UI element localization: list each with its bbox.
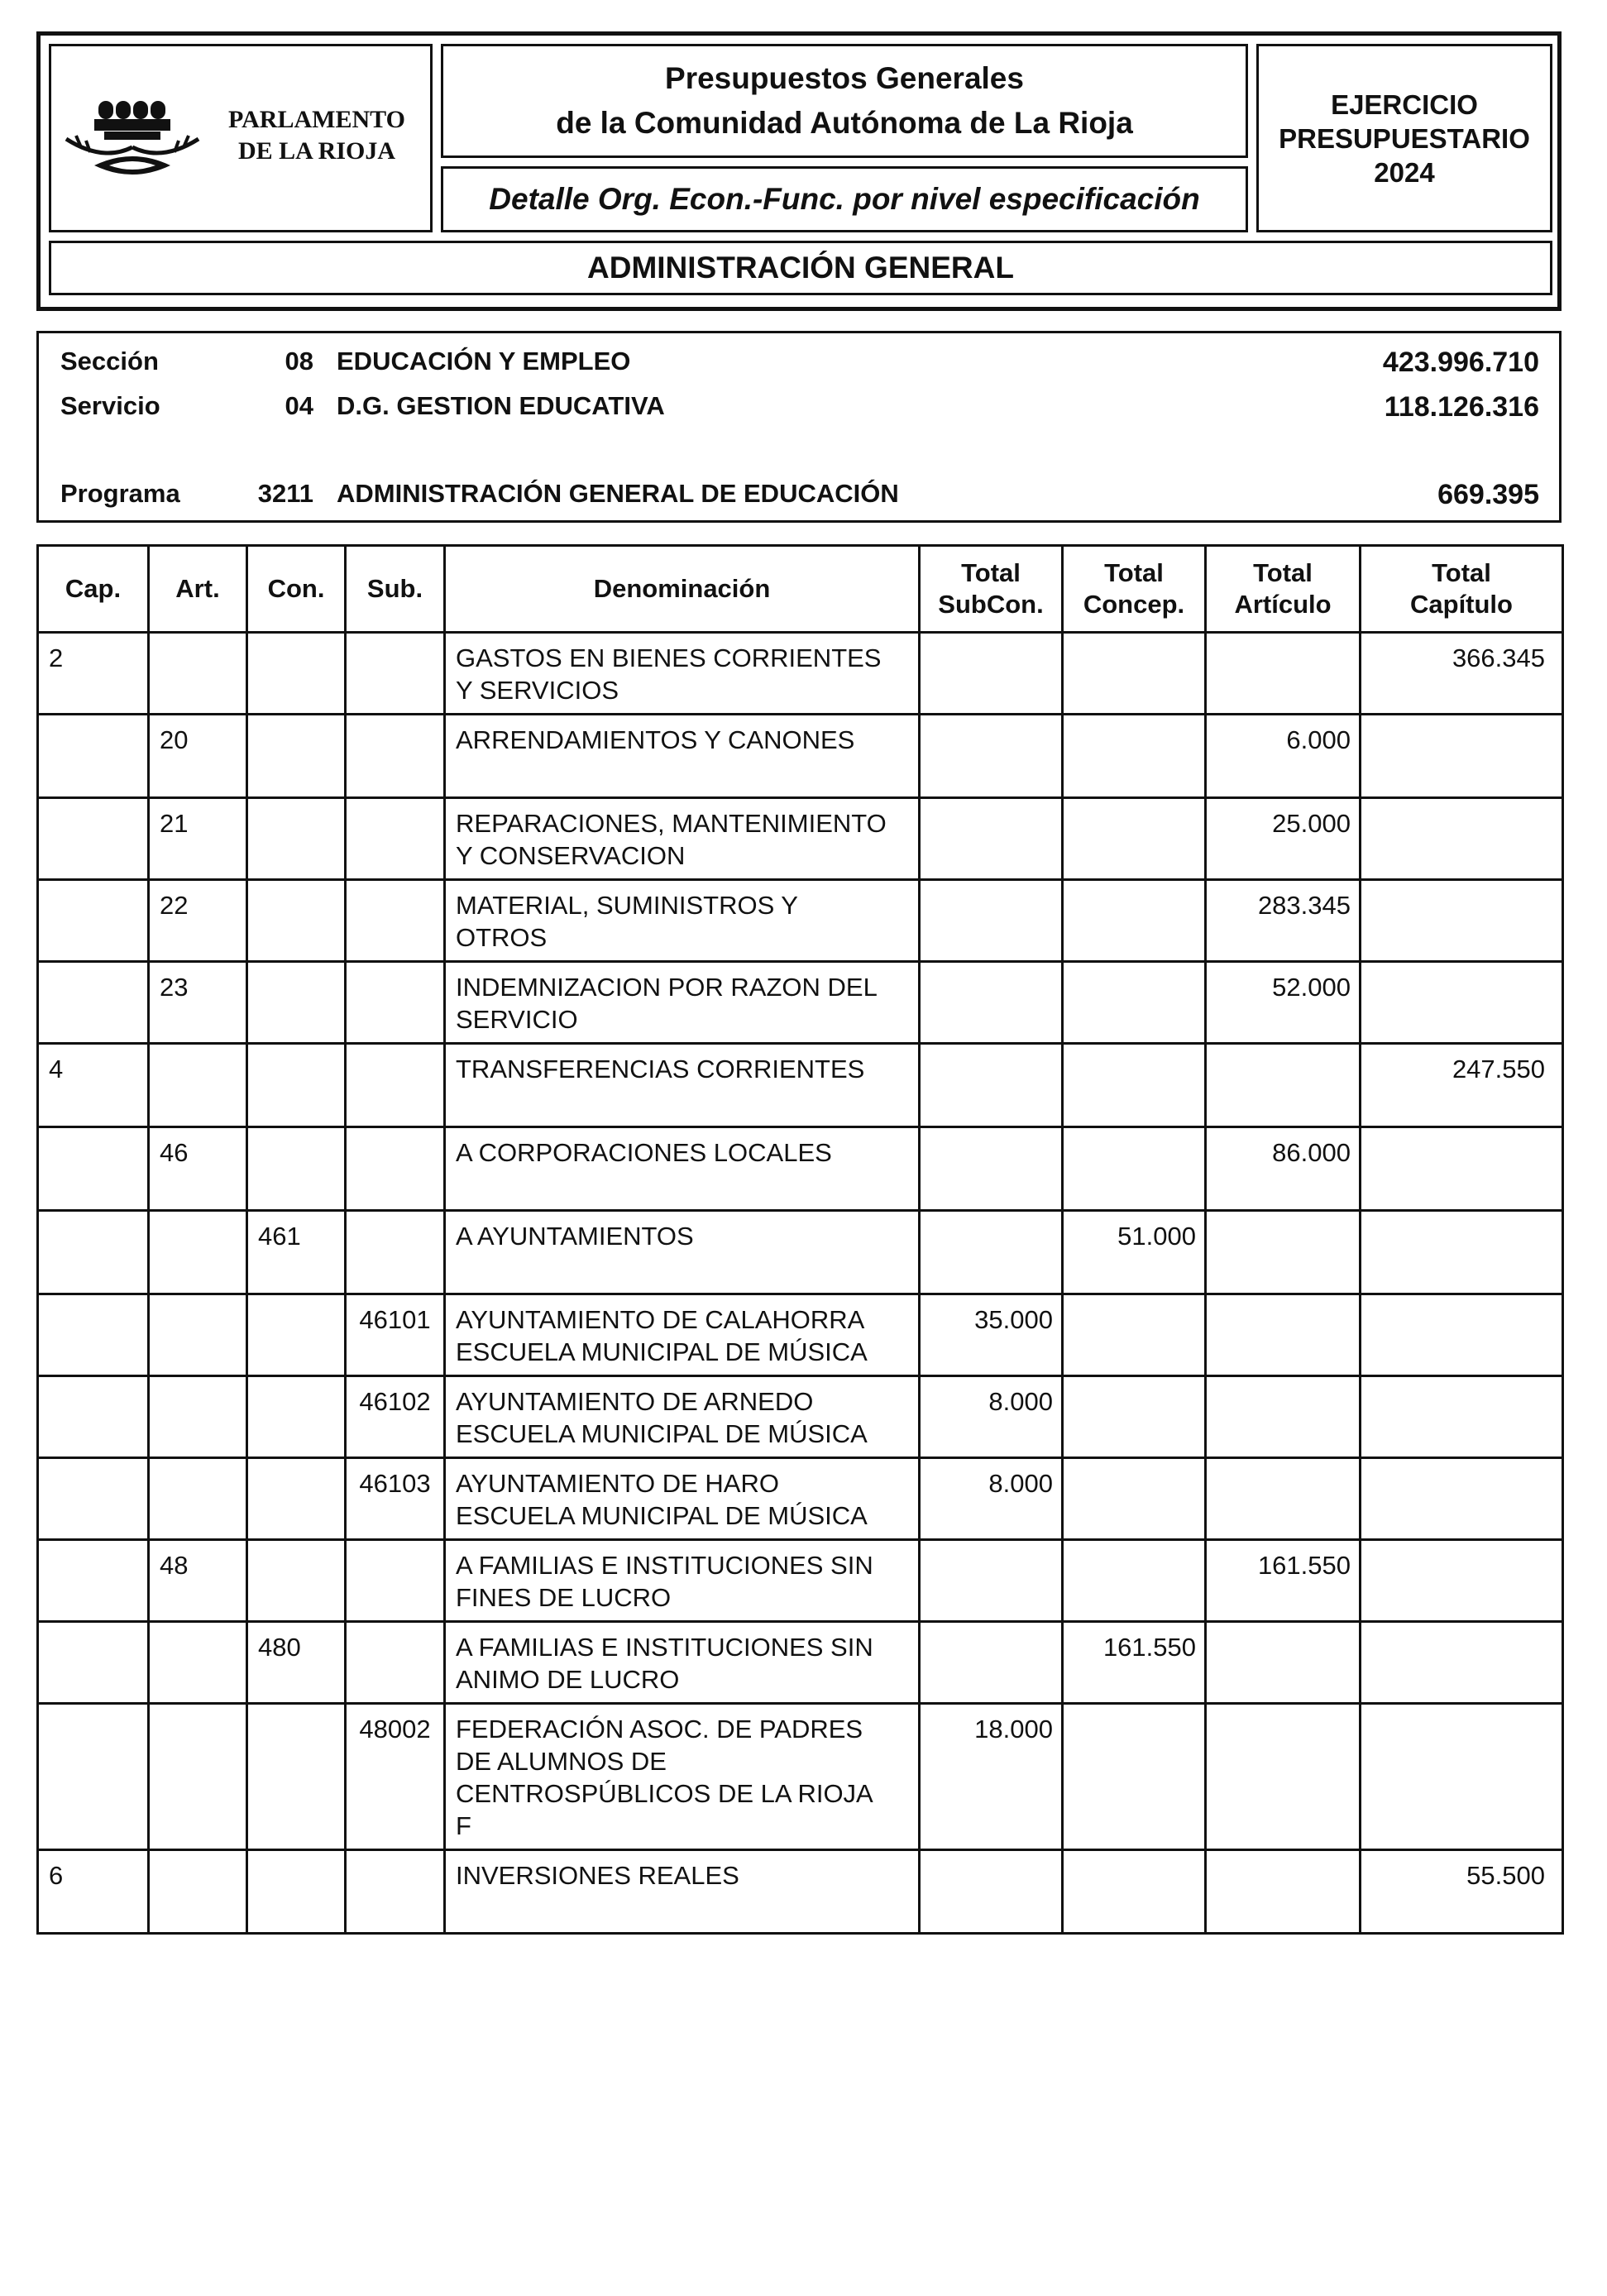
- cell-total-capitulo: [1361, 880, 1563, 962]
- cell-con: [247, 1294, 346, 1376]
- denominacion-line: MATERIAL, SUMINISTROS Y: [456, 891, 798, 920]
- cell-cap: [38, 1376, 149, 1458]
- cell-sub: [346, 1850, 445, 1934]
- denominacion-line: ESCUELA MUNICIPAL DE MÚSICA: [456, 1419, 868, 1448]
- cell-total-articulo: 6.000: [1206, 715, 1361, 798]
- cell-art: [149, 1294, 247, 1376]
- denominacion-line: Y CONSERVACION: [456, 841, 686, 870]
- cell-total-subcon: 8.000: [920, 1458, 1063, 1540]
- budget-table: [36, 544, 1564, 1935]
- denominacion-line: TRANSFERENCIAS CORRIENTES: [456, 1055, 865, 1083]
- cell-total-capitulo: [1361, 1458, 1563, 1540]
- budget-table-body: [38, 633, 1563, 1934]
- cell-con: [247, 1376, 346, 1458]
- cell-total-concep: [1063, 1540, 1206, 1622]
- cell-denominacion: [445, 715, 920, 798]
- col-header-total-articulo: [1206, 546, 1361, 633]
- programa-amount: 669.395: [1437, 479, 1539, 510]
- servicio-row: [39, 391, 1559, 424]
- cell-cap: [38, 1622, 149, 1704]
- denominacion-line: REPARACIONES, MANTENIMIENTO: [456, 809, 887, 838]
- denominacion-line: Y SERVICIOS: [456, 676, 619, 705]
- cell-con: [247, 633, 346, 715]
- servicio-name: D.G. GESTION EDUCATIVA: [337, 391, 665, 420]
- document-subtitle: Detalle Org. Econ.-Func. por nivel especificación: [441, 166, 1248, 232]
- cell-art: 46: [149, 1127, 247, 1211]
- cell-total-subcon: 18.000: [920, 1704, 1063, 1850]
- cell-cap: [38, 798, 149, 880]
- title-line-2: de la Comunidad Autónoma de La Rioja: [556, 106, 1133, 140]
- cell-con: [247, 1127, 346, 1211]
- cell-total-articulo: [1206, 1704, 1361, 1850]
- table-row: [38, 1211, 1563, 1294]
- table-row: [38, 1294, 1563, 1376]
- cell-total-articulo: 161.550: [1206, 1540, 1361, 1622]
- section-banner: ADMINISTRACIÓN GENERAL: [49, 241, 1552, 295]
- cell-total-concep: [1063, 962, 1206, 1044]
- cell-sub: [346, 715, 445, 798]
- cell-art: [149, 1458, 247, 1540]
- logo-box: [49, 44, 433, 232]
- cell-total-capitulo: [1361, 1376, 1563, 1458]
- cell-art: [149, 1850, 247, 1934]
- cell-cap: [38, 1704, 149, 1850]
- cell-total-capitulo: [1361, 1704, 1563, 1850]
- table-row: [38, 1540, 1563, 1622]
- cell-total-articulo: [1206, 1622, 1361, 1704]
- cell-art: [149, 1044, 247, 1127]
- cell-total-concep: [1063, 1127, 1206, 1211]
- cell-total-subcon: [920, 798, 1063, 880]
- cell-sub: 46103: [346, 1458, 445, 1540]
- cell-total-articulo: [1206, 1850, 1361, 1934]
- cell-denominacion: [445, 1458, 920, 1540]
- cell-total-articulo: 283.345: [1206, 880, 1361, 962]
- col-header-total-subcon-line2: SubCon.: [938, 590, 1044, 619]
- denominacion-line: A CORPORACIONES LOCALES: [456, 1138, 832, 1167]
- cell-total-capitulo: [1361, 1294, 1563, 1376]
- cell-art: [149, 1704, 247, 1850]
- cell-total-concep: 161.550: [1063, 1622, 1206, 1704]
- logo-text-line1: PARLAMENTO: [228, 106, 405, 133]
- col-header-total-subcon: [920, 546, 1063, 633]
- cell-denominacion: [445, 1211, 920, 1294]
- cell-con: 480: [247, 1622, 346, 1704]
- denominacion-line: A AYUNTAMIENTOS: [456, 1222, 694, 1251]
- cell-total-concep: [1063, 1458, 1206, 1540]
- cell-total-subcon: [920, 1127, 1063, 1211]
- cell-total-concep: [1063, 715, 1206, 798]
- table-row: [38, 880, 1563, 962]
- cell-total-concep: [1063, 880, 1206, 962]
- table-row: [38, 798, 1563, 880]
- fiscal-year-box: [1256, 44, 1552, 232]
- cell-sub: [346, 1127, 445, 1211]
- cell-sub: [346, 633, 445, 715]
- cell-con: [247, 1458, 346, 1540]
- cell-total-subcon: [920, 633, 1063, 715]
- col-header-total-concep-line1: Total: [1104, 558, 1164, 587]
- cell-denominacion: [445, 1376, 920, 1458]
- col-header-total-capitulo-line2: Capítulo: [1410, 590, 1513, 619]
- cell-total-articulo: [1206, 633, 1361, 715]
- cell-total-capitulo: [1361, 1127, 1563, 1211]
- table-row: [38, 962, 1563, 1044]
- denominacion-line: A FAMILIAS E INSTITUCIONES SIN: [456, 1551, 873, 1580]
- col-header-art: Art.: [149, 546, 247, 633]
- cell-cap: 6: [38, 1850, 149, 1934]
- table-row: [38, 633, 1563, 715]
- denominacion-line: FEDERACIÓN ASOC. DE PADRES: [456, 1715, 863, 1744]
- cell-total-articulo: 86.000: [1206, 1127, 1361, 1211]
- cell-con: [247, 880, 346, 962]
- cell-art: 22: [149, 880, 247, 962]
- logo-text-line2: DE LA RIOJA: [237, 137, 396, 165]
- cell-total-articulo: [1206, 1294, 1361, 1376]
- cell-total-articulo: 52.000: [1206, 962, 1361, 1044]
- cell-total-subcon: [920, 1540, 1063, 1622]
- cell-cap: [38, 1127, 149, 1211]
- cell-sub: 46101: [346, 1294, 445, 1376]
- cell-con: [247, 798, 346, 880]
- cell-total-concep: [1063, 1376, 1206, 1458]
- cell-total-concep: [1063, 798, 1206, 880]
- denominacion-line: SERVICIO: [456, 1005, 578, 1034]
- cell-total-capitulo: 55.500: [1361, 1850, 1563, 1934]
- cell-cap: [38, 1540, 149, 1622]
- cell-cap: [38, 715, 149, 798]
- logo-text: [213, 104, 421, 167]
- table-header-row: [38, 546, 1563, 633]
- denominacion-line: INVERSIONES REALES: [456, 1861, 739, 1890]
- cell-con: [247, 1850, 346, 1934]
- denominacion-line: FINES DE LUCRO: [456, 1583, 672, 1612]
- cell-total-articulo: [1206, 1458, 1361, 1540]
- cell-total-capitulo: [1361, 1622, 1563, 1704]
- cell-total-concep: [1063, 633, 1206, 715]
- col-header-total-subcon-line1: Total: [961, 558, 1021, 587]
- cell-total-subcon: [920, 1044, 1063, 1127]
- col-header-total-capitulo-line1: Total: [1432, 558, 1491, 587]
- fiscal-year: 2024: [1374, 156, 1435, 188]
- table-row: [38, 1850, 1563, 1934]
- cell-total-subcon: [920, 880, 1063, 962]
- cell-total-subcon: [920, 962, 1063, 1044]
- cell-cap: 4: [38, 1044, 149, 1127]
- programa-row: [39, 479, 1559, 512]
- table-row: [38, 715, 1563, 798]
- cell-sub: [346, 962, 445, 1044]
- cell-con: [247, 1704, 346, 1850]
- table-row: [38, 1458, 1563, 1540]
- document-title: [441, 44, 1248, 158]
- cell-cap: 2: [38, 633, 149, 715]
- cell-denominacion: [445, 798, 920, 880]
- cell-sub: [346, 1211, 445, 1294]
- cell-sub: [346, 1540, 445, 1622]
- cell-denominacion: [445, 1044, 920, 1127]
- cell-cap: [38, 1211, 149, 1294]
- col-header-sub: Sub.: [346, 546, 445, 633]
- cell-total-capitulo: [1361, 1540, 1563, 1622]
- cell-cap: [38, 962, 149, 1044]
- col-header-total-articulo-line2: Artículo: [1234, 590, 1332, 619]
- cell-total-capitulo: [1361, 715, 1563, 798]
- cell-cap: [38, 1458, 149, 1540]
- programa-label: Programa: [60, 479, 180, 508]
- cell-denominacion: [445, 1704, 920, 1850]
- cell-total-capitulo: [1361, 962, 1563, 1044]
- denominacion-line: GASTOS EN BIENES CORRIENTES: [456, 643, 882, 672]
- col-header-total-concep-line2: Concep.: [1083, 590, 1185, 619]
- table-row: [38, 1127, 1563, 1211]
- table-row: [38, 1376, 1563, 1458]
- cell-sub: 48002: [346, 1704, 445, 1850]
- cell-total-articulo: [1206, 1044, 1361, 1127]
- seccion-name: EDUCACIÓN Y EMPLEO: [337, 347, 631, 375]
- cell-denominacion: [445, 880, 920, 962]
- seccion-label: Sección: [60, 347, 159, 375]
- cell-total-subcon: 8.000: [920, 1376, 1063, 1458]
- ejercicio-label: EJERCICIO: [1331, 88, 1478, 120]
- cell-con: [247, 1044, 346, 1127]
- cell-cap: [38, 880, 149, 962]
- cell-sub: [346, 1044, 445, 1127]
- cell-denominacion: [445, 1622, 920, 1704]
- servicio-amount: 118.126.316: [1384, 391, 1539, 423]
- cell-sub: [346, 1622, 445, 1704]
- table-row: [38, 1622, 1563, 1704]
- col-header-total-capitulo: [1361, 546, 1563, 633]
- cell-total-articulo: 25.000: [1206, 798, 1361, 880]
- cell-denominacion: [445, 1294, 920, 1376]
- denominacion-line: OTROS: [456, 923, 548, 952]
- denominacion-line: ARRENDAMIENTOS Y CANONES: [456, 725, 855, 754]
- denominacion-line: A FAMILIAS E INSTITUCIONES SIN: [456, 1633, 873, 1662]
- cell-con: [247, 1540, 346, 1622]
- cell-total-concep: 51.000: [1063, 1211, 1206, 1294]
- organization-info: [36, 331, 1562, 523]
- col-header-total-concep: [1063, 546, 1206, 633]
- col-header-denominacion: Denominación: [445, 546, 920, 633]
- cell-total-concep: [1063, 1704, 1206, 1850]
- seccion-row: [39, 347, 1559, 380]
- cell-sub: [346, 880, 445, 962]
- cell-total-concep: [1063, 1294, 1206, 1376]
- cell-total-articulo: [1206, 1211, 1361, 1294]
- cell-total-capitulo: [1361, 798, 1563, 880]
- cell-total-subcon: 35.000: [920, 1294, 1063, 1376]
- seccion-amount: 423.996.710: [1382, 347, 1539, 378]
- cell-total-capitulo: 366.345: [1361, 633, 1563, 715]
- denominacion-line: AYUNTAMIENTO DE CALAHORRA: [456, 1305, 865, 1334]
- col-header-total-articulo-line1: Total: [1253, 558, 1313, 587]
- cell-total-subcon: [920, 715, 1063, 798]
- denominacion-line: AYUNTAMIENTO DE ARNEDO: [456, 1387, 814, 1416]
- cell-total-concep: [1063, 1044, 1206, 1127]
- cell-total-concep: [1063, 1850, 1206, 1934]
- cell-con: [247, 962, 346, 1044]
- title-line-1: Presupuestos Generales: [665, 61, 1024, 95]
- cell-total-capitulo: 247.550: [1361, 1044, 1563, 1127]
- cell-denominacion: [445, 1127, 920, 1211]
- cell-art: [149, 633, 247, 715]
- col-header-con: Con.: [247, 546, 346, 633]
- cell-total-subcon: [920, 1850, 1063, 1934]
- denominacion-line: ANIMO DE LUCRO: [456, 1665, 680, 1694]
- cell-con: [247, 715, 346, 798]
- cell-total-subcon: [920, 1622, 1063, 1704]
- cell-art: 21: [149, 798, 247, 880]
- cell-total-capitulo: [1361, 1211, 1563, 1294]
- denominacion-line: DE ALUMNOS DE: [456, 1747, 667, 1776]
- denominacion-line: ESCUELA MUNICIPAL DE MÚSICA: [456, 1501, 868, 1530]
- cell-denominacion: [445, 633, 920, 715]
- col-header-cap: Cap.: [38, 546, 149, 633]
- cell-art: 48: [149, 1540, 247, 1622]
- programa-code: 3211: [257, 479, 313, 508]
- seccion-code: 08: [285, 347, 313, 375]
- cell-cap: [38, 1294, 149, 1376]
- cell-art: [149, 1622, 247, 1704]
- cell-con: 461: [247, 1211, 346, 1294]
- programa-name: ADMINISTRACIÓN GENERAL DE EDUCACIÓN: [337, 479, 899, 508]
- servicio-code: 04: [285, 391, 313, 420]
- cell-sub: 46102: [346, 1376, 445, 1458]
- table-row: [38, 1044, 1563, 1127]
- cell-art: [149, 1211, 247, 1294]
- document-header: [36, 31, 1562, 311]
- cell-total-subcon: [920, 1211, 1063, 1294]
- denominacion-line: AYUNTAMIENTO DE HARO: [456, 1469, 779, 1498]
- cell-art: 23: [149, 962, 247, 1044]
- parliament-emblem-icon: [61, 86, 210, 194]
- denominacion-line: CENTROSPÚBLICOS DE LA RIOJA: [456, 1779, 873, 1808]
- cell-art: 20: [149, 715, 247, 798]
- denominacion-line: INDEMNIZACION POR RAZON DEL: [456, 973, 878, 1002]
- cell-denominacion: [445, 962, 920, 1044]
- servicio-label: Servicio: [60, 391, 160, 420]
- cell-total-articulo: [1206, 1376, 1361, 1458]
- table-row: [38, 1704, 1563, 1850]
- cell-denominacion: [445, 1540, 920, 1622]
- denominacion-line: ESCUELA MUNICIPAL DE MÚSICA: [456, 1337, 868, 1366]
- presupuestario-label: PRESUPUESTARIO: [1279, 122, 1530, 154]
- denominacion-line: F: [456, 1811, 471, 1840]
- cell-art: [149, 1376, 247, 1458]
- cell-sub: [346, 798, 445, 880]
- cell-denominacion: [445, 1850, 920, 1934]
